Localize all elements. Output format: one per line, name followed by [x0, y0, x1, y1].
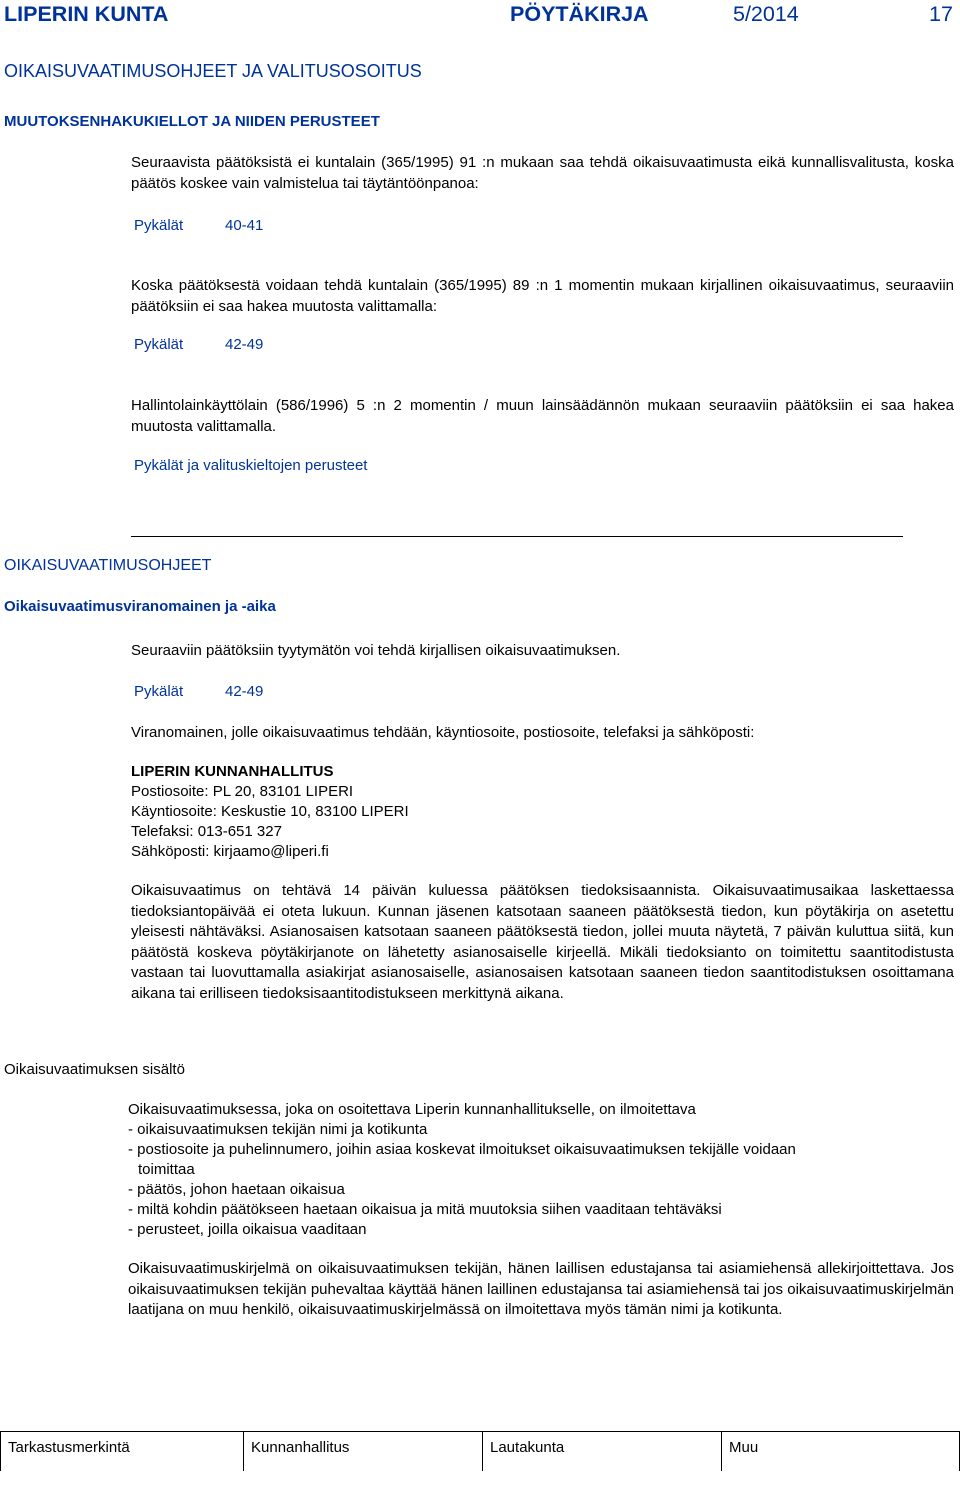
restrictions-heading: MUUTOKSENHAKUKIELLOT JA NIIDEN PERUSTEET	[4, 113, 380, 130]
footer-divider	[482, 1431, 483, 1471]
page-number: 17	[929, 2, 953, 26]
restrictions-para-2: Koska päätöksestä voidaan tehdä kuntalain (365/1995) 89 :n 1 momentin mukaan kirjallinen oikaisuvaatimus, seuraaviin päätöksiin ei saa hakea muutosta valittamalla:	[131, 277, 954, 315]
sections-value-4: 42-49	[225, 683, 264, 700]
authority-heading: Oikaisuvaatimusviranomainen ja -aika	[4, 598, 276, 615]
content-item-5: - perusteet, joilla oikaisua vaaditaan	[128, 1221, 367, 1238]
footer-other: Muu	[729, 1439, 759, 1456]
page-title: OIKAISUVAATIMUSOHJEET JA VALITUSOSOITUS	[4, 61, 422, 81]
issue-number: 5/2014	[733, 2, 799, 26]
visiting-address: Käyntiosoite: Keskustie 10, 83100 LIPERI	[131, 803, 409, 820]
footer-top-rule	[0, 1431, 960, 1432]
content-item-1: - oikaisuvaatimuksen tekijän nimi ja kotikunta	[128, 1121, 428, 1138]
deadline-paragraph: Oikaisuvaatimus on tehtävä 14 päivän kuluessa päätöksen tiedoksisaannista. Oikaisuvaatimusaikaa laskettaessa tiedoksiantopäivää ei oteta lukuun. Kunnan jäsenen katsotaan saaneen päätöksestä tiedon, kun pöytäkirja on asetettu yleisesti nähtäväksi. Asianosaisen katsotaan saaneen päätöksestä tiedon, jollei muuta näytetä, 7 päivän kuluttua siitä, kun päätöstä koskeva pöytäkirjanote on lähetetty asianosaiselle kirjeellä. Mikäli tiedoksianto on toimitettu saantitodistusta vastaan tai luovuttamalla asiakirjat asianosaiselle, asianosaisen katsotaan saaneen tiedon saantitodistuksen osoittamana aikana tai erilliseen tiedoksisaantitodistukseen merkittynä aikana.	[131, 882, 954, 1002]
municipality-name: LIPERIN KUNTA	[4, 2, 169, 26]
instructions-heading: OIKAISUVAATIMUSOHJEET	[4, 557, 212, 574]
signature-paragraph: Oikaisuvaatimuskirjelmä on oikaisuvaatimuksen tekijän, hänen laillisen edustajansa tai asiamiehensä allekirjoittettava. Jos oikaisuvaatimuksen tekijän puhevaltaa käyttää hänen laillinen edustajansa tai asiamiehensä tai jos oikaisuvaatimuskirjelmän laatijana on muu henkilö, oikaisuvaatimuskirjelmässä on ilmoitettava myös tämän nimi ja kotikunta.	[128, 1260, 954, 1318]
authority-name: LIPERIN KUNNANHALLITUS	[131, 763, 334, 780]
document-type: PÖYTÄKIRJA	[510, 2, 649, 26]
footer-divider	[243, 1431, 244, 1471]
content-heading: Oikaisuvaatimuksen sisältö	[4, 1061, 185, 1078]
restrictions-para-1: Seuraavista päätöksistä ei kuntalain (365/1995) 91 :n mukaan saa tehdä oikaisuvaatimusta eikä kunnallisvalitusta, koska päätös koskee vain valmistelua tai täytäntöönpanoa:	[131, 154, 954, 192]
footer-board: Kunnanhallitus	[251, 1439, 350, 1456]
postal-address: Postiosoite: PL 20, 83101 LIPERI	[131, 783, 354, 800]
sections-label-2: Pykälät	[134, 336, 184, 353]
authority-intro: Viranomainen, jolle oikaisuvaatimus tehdään, käyntiosoite, postiosoite, telefaksi ja sähköposti:	[131, 724, 755, 741]
content-item-3: - päätös, johon haetaan oikaisua	[128, 1181, 345, 1198]
fax-number: Telefaksi: 013-651 327	[131, 823, 282, 840]
email-address: Sähköposti: kirjaamo@liperi.fi	[131, 843, 329, 860]
footer-committee: Lautakunta	[490, 1439, 565, 1456]
sections-label-4: Pykälät	[134, 683, 184, 700]
section-divider	[131, 536, 903, 537]
restrictions-para-3: Hallintolainkäyttölain (586/1996) 5 :n 2 momentin / muun lainsäädännön mukaan seuraaviin päätöksiin ei saa hakea muutosta valittamalla.	[131, 397, 954, 435]
sections-value-2: 42-49	[225, 336, 264, 353]
footer-divider	[0, 1431, 1, 1471]
content-item-4: - miltä kohdin päätökseen haetaan oikaisua ja mitä muutoksia siihen vaaditaan tehtäväksi	[128, 1201, 722, 1218]
sections-label-1: Pykälät	[134, 217, 184, 234]
content-intro: Oikaisuvaatimuksessa, joka on osoitettava Liperin kunnanhallitukselle, on ilmoitettava	[128, 1101, 696, 1118]
content-item-2: - postiosoite ja puhelinnumero, joihin asiaa koskevat ilmoitukset oikaisuvaatimuksen tekijälle voidaan	[128, 1141, 796, 1158]
instructions-intro: Seuraaviin päätöksiin tyytymätön voi tehdä kirjallisen oikaisuvaatimuksen.	[131, 642, 621, 659]
sections-label-3: Pykälät ja valituskieltojen perusteet	[134, 457, 368, 474]
footer-divider	[721, 1431, 722, 1471]
content-item-2-cont: toimittaa	[138, 1161, 195, 1178]
sections-value-1: 40-41	[225, 217, 264, 234]
footer-verification: Tarkastusmerkintä	[8, 1439, 130, 1456]
